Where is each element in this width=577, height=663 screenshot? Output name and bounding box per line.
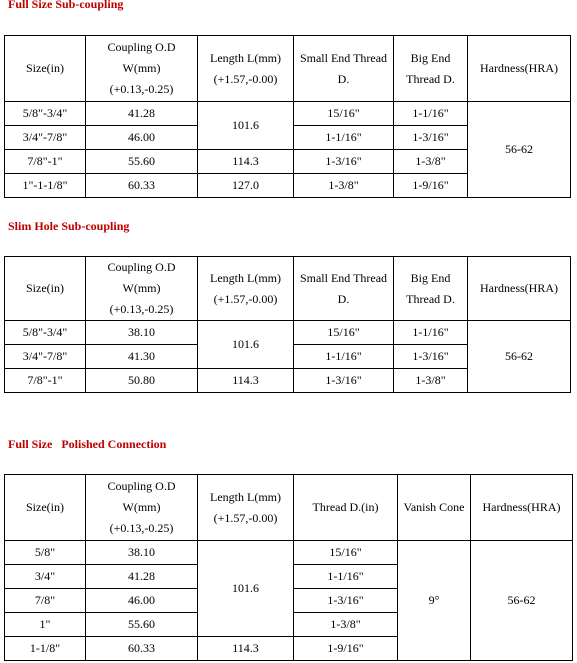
header-size: Size(in) xyxy=(5,36,86,102)
header-hardness: Hardness(HRA) xyxy=(468,36,571,102)
cell-size: 1" xyxy=(5,613,86,637)
cell-length-merged: 101.6 xyxy=(198,541,294,637)
header-small-line: D. xyxy=(337,291,350,306)
cell-small-thread: 1-3/8" xyxy=(294,174,394,198)
cell-length: 114.3 xyxy=(198,369,294,393)
header-big-end-thread xyxy=(394,36,468,102)
cell-od: 46.00 xyxy=(86,589,198,613)
header-coupling-od xyxy=(86,36,198,102)
header-od-line: W(mm) xyxy=(122,500,161,514)
header-big-end-thread xyxy=(394,257,468,321)
cell-hardness-merged: 56-62 xyxy=(471,541,573,661)
full-size-sub-coupling-table xyxy=(4,35,571,198)
header-big-line: Thread D. xyxy=(406,291,455,306)
cell-od: 41.28 xyxy=(86,102,198,126)
cell-length-merged: 101.6 xyxy=(198,321,294,369)
table-row xyxy=(5,102,571,126)
cell-thread: 1-3/16" xyxy=(294,589,398,613)
cell-od: 55.60 xyxy=(86,613,198,637)
cell-size: 5/8" xyxy=(5,541,86,565)
header-length-line: Length L(mm) xyxy=(210,489,281,504)
cell-size: 3/4"-7/8" xyxy=(5,345,86,369)
cell-big-thread: 1-9/16" xyxy=(394,174,468,198)
header-size: Size(in) xyxy=(5,475,86,541)
cell-big-thread: 1-3/8" xyxy=(394,369,468,393)
cell-thread: 15/16" xyxy=(294,541,398,565)
header-small-line: D. xyxy=(337,71,350,86)
header-hardness: Hardness(HRA) xyxy=(468,257,571,321)
cell-size: 7/8"-1" xyxy=(5,369,86,393)
cell-thread: 1-9/16" xyxy=(294,637,398,661)
cell-od: 50.80 xyxy=(86,369,198,393)
header-od-line: (+0.13,-0.25) xyxy=(109,521,174,535)
cell-size: 1"-1-1/8" xyxy=(5,174,86,198)
header-length-line: (+1.57,-0.00) xyxy=(213,291,278,306)
cell-size: 7/8" xyxy=(5,589,86,613)
cell-od: 46.00 xyxy=(86,126,198,150)
header-length-line: Length L(mm) xyxy=(210,270,281,285)
table-header-row xyxy=(5,257,571,321)
cell-small-thread: 1-3/16" xyxy=(294,150,394,174)
header-small-end-thread xyxy=(294,257,394,321)
cell-thread: 1-3/8" xyxy=(294,613,398,637)
header-length-line: (+1.57,-0.00) xyxy=(213,510,278,525)
cell-big-thread: 1-3/16" xyxy=(394,126,468,150)
cell-size: 3/4"-7/8" xyxy=(5,126,86,150)
cell-hardness-merged: 56-62 xyxy=(468,321,571,393)
cell-small-thread: 1-3/16" xyxy=(294,369,394,393)
cell-small-thread: 15/16" xyxy=(294,102,394,126)
cell-size: 5/8"-3/4" xyxy=(5,321,86,345)
header-small-line: Small End Thread xyxy=(299,50,388,65)
cell-od: 60.33 xyxy=(86,637,198,661)
cell-size: 7/8"-1" xyxy=(5,150,86,174)
polished-connection-table xyxy=(4,474,573,661)
header-od-line: (+0.13,-0.25) xyxy=(109,82,174,96)
cell-size: 5/8"-3/4" xyxy=(5,102,86,126)
header-thread-d: Thread D.(in) xyxy=(294,475,398,541)
cell-od: 55.60 xyxy=(86,150,198,174)
header-od-line: Coupling O.D xyxy=(107,260,176,274)
table-header-row xyxy=(5,36,571,102)
table-header-row xyxy=(5,475,573,541)
cell-od: 60.33 xyxy=(86,174,198,198)
cell-length-merged: 101.6 xyxy=(198,102,294,150)
header-length-line: (+1.57,-0.00) xyxy=(213,71,278,86)
header-vanish-cone: Vanish Cone xyxy=(398,475,471,541)
header-small-line: Small End Thread xyxy=(299,270,388,285)
cell-small-thread: 15/16" xyxy=(294,321,394,345)
heading-full-size-sub-coupling: Full Size Sub-coupling xyxy=(8,0,124,11)
header-coupling-od xyxy=(86,475,198,541)
cell-size: 3/4" xyxy=(5,565,86,589)
cell-small-thread: 1-1/16" xyxy=(294,126,394,150)
heading-slim-hole-sub-coupling: Slim Hole Sub-coupling xyxy=(8,219,130,233)
cell-vanish-cone-merged: 9° xyxy=(398,541,471,661)
header-length xyxy=(198,257,294,321)
cell-big-thread: 1-1/16" xyxy=(394,102,468,126)
slim-hole-sub-coupling-table xyxy=(4,256,571,393)
cell-big-thread: 1-3/16" xyxy=(394,345,468,369)
cell-length: 127.0 xyxy=(198,174,294,198)
header-big-line: Big End xyxy=(410,270,451,285)
header-od-line: Coupling O.D xyxy=(107,479,176,493)
header-od-line: Coupling O.D xyxy=(107,40,176,54)
cell-big-thread: 1-1/16" xyxy=(394,321,468,345)
header-length xyxy=(198,36,294,102)
cell-hardness-merged: 56-62 xyxy=(468,102,571,198)
heading-full-size-polished-connection: Full Size Polished Connection xyxy=(8,437,167,451)
header-od-line: W(mm) xyxy=(122,61,161,75)
cell-length: 114.3 xyxy=(198,150,294,174)
header-length-line: Length L(mm) xyxy=(210,50,281,65)
table-row xyxy=(5,541,573,565)
cell-size: 1-1/8" xyxy=(5,637,86,661)
cell-od: 38.10 xyxy=(86,321,198,345)
header-big-line: Thread D. xyxy=(406,71,455,86)
cell-big-thread: 1-3/8" xyxy=(394,150,468,174)
header-od-line: W(mm) xyxy=(122,281,161,295)
header-big-line: Big End xyxy=(410,50,451,65)
cell-od: 41.30 xyxy=(86,345,198,369)
header-hardness: Hardness(HRA) xyxy=(471,475,573,541)
cell-small-thread: 1-1/16" xyxy=(294,345,394,369)
header-coupling-od xyxy=(86,257,198,321)
header-od-line: (+0.13,-0.25) xyxy=(109,302,174,316)
table-row xyxy=(5,321,571,345)
cell-length: 114.3 xyxy=(198,637,294,661)
cell-od: 41.28 xyxy=(86,565,198,589)
cell-od: 38.10 xyxy=(86,541,198,565)
cell-thread: 1-1/16" xyxy=(294,565,398,589)
header-length xyxy=(198,475,294,541)
header-small-end-thread xyxy=(294,36,394,102)
header-size: Size(in) xyxy=(5,257,86,321)
